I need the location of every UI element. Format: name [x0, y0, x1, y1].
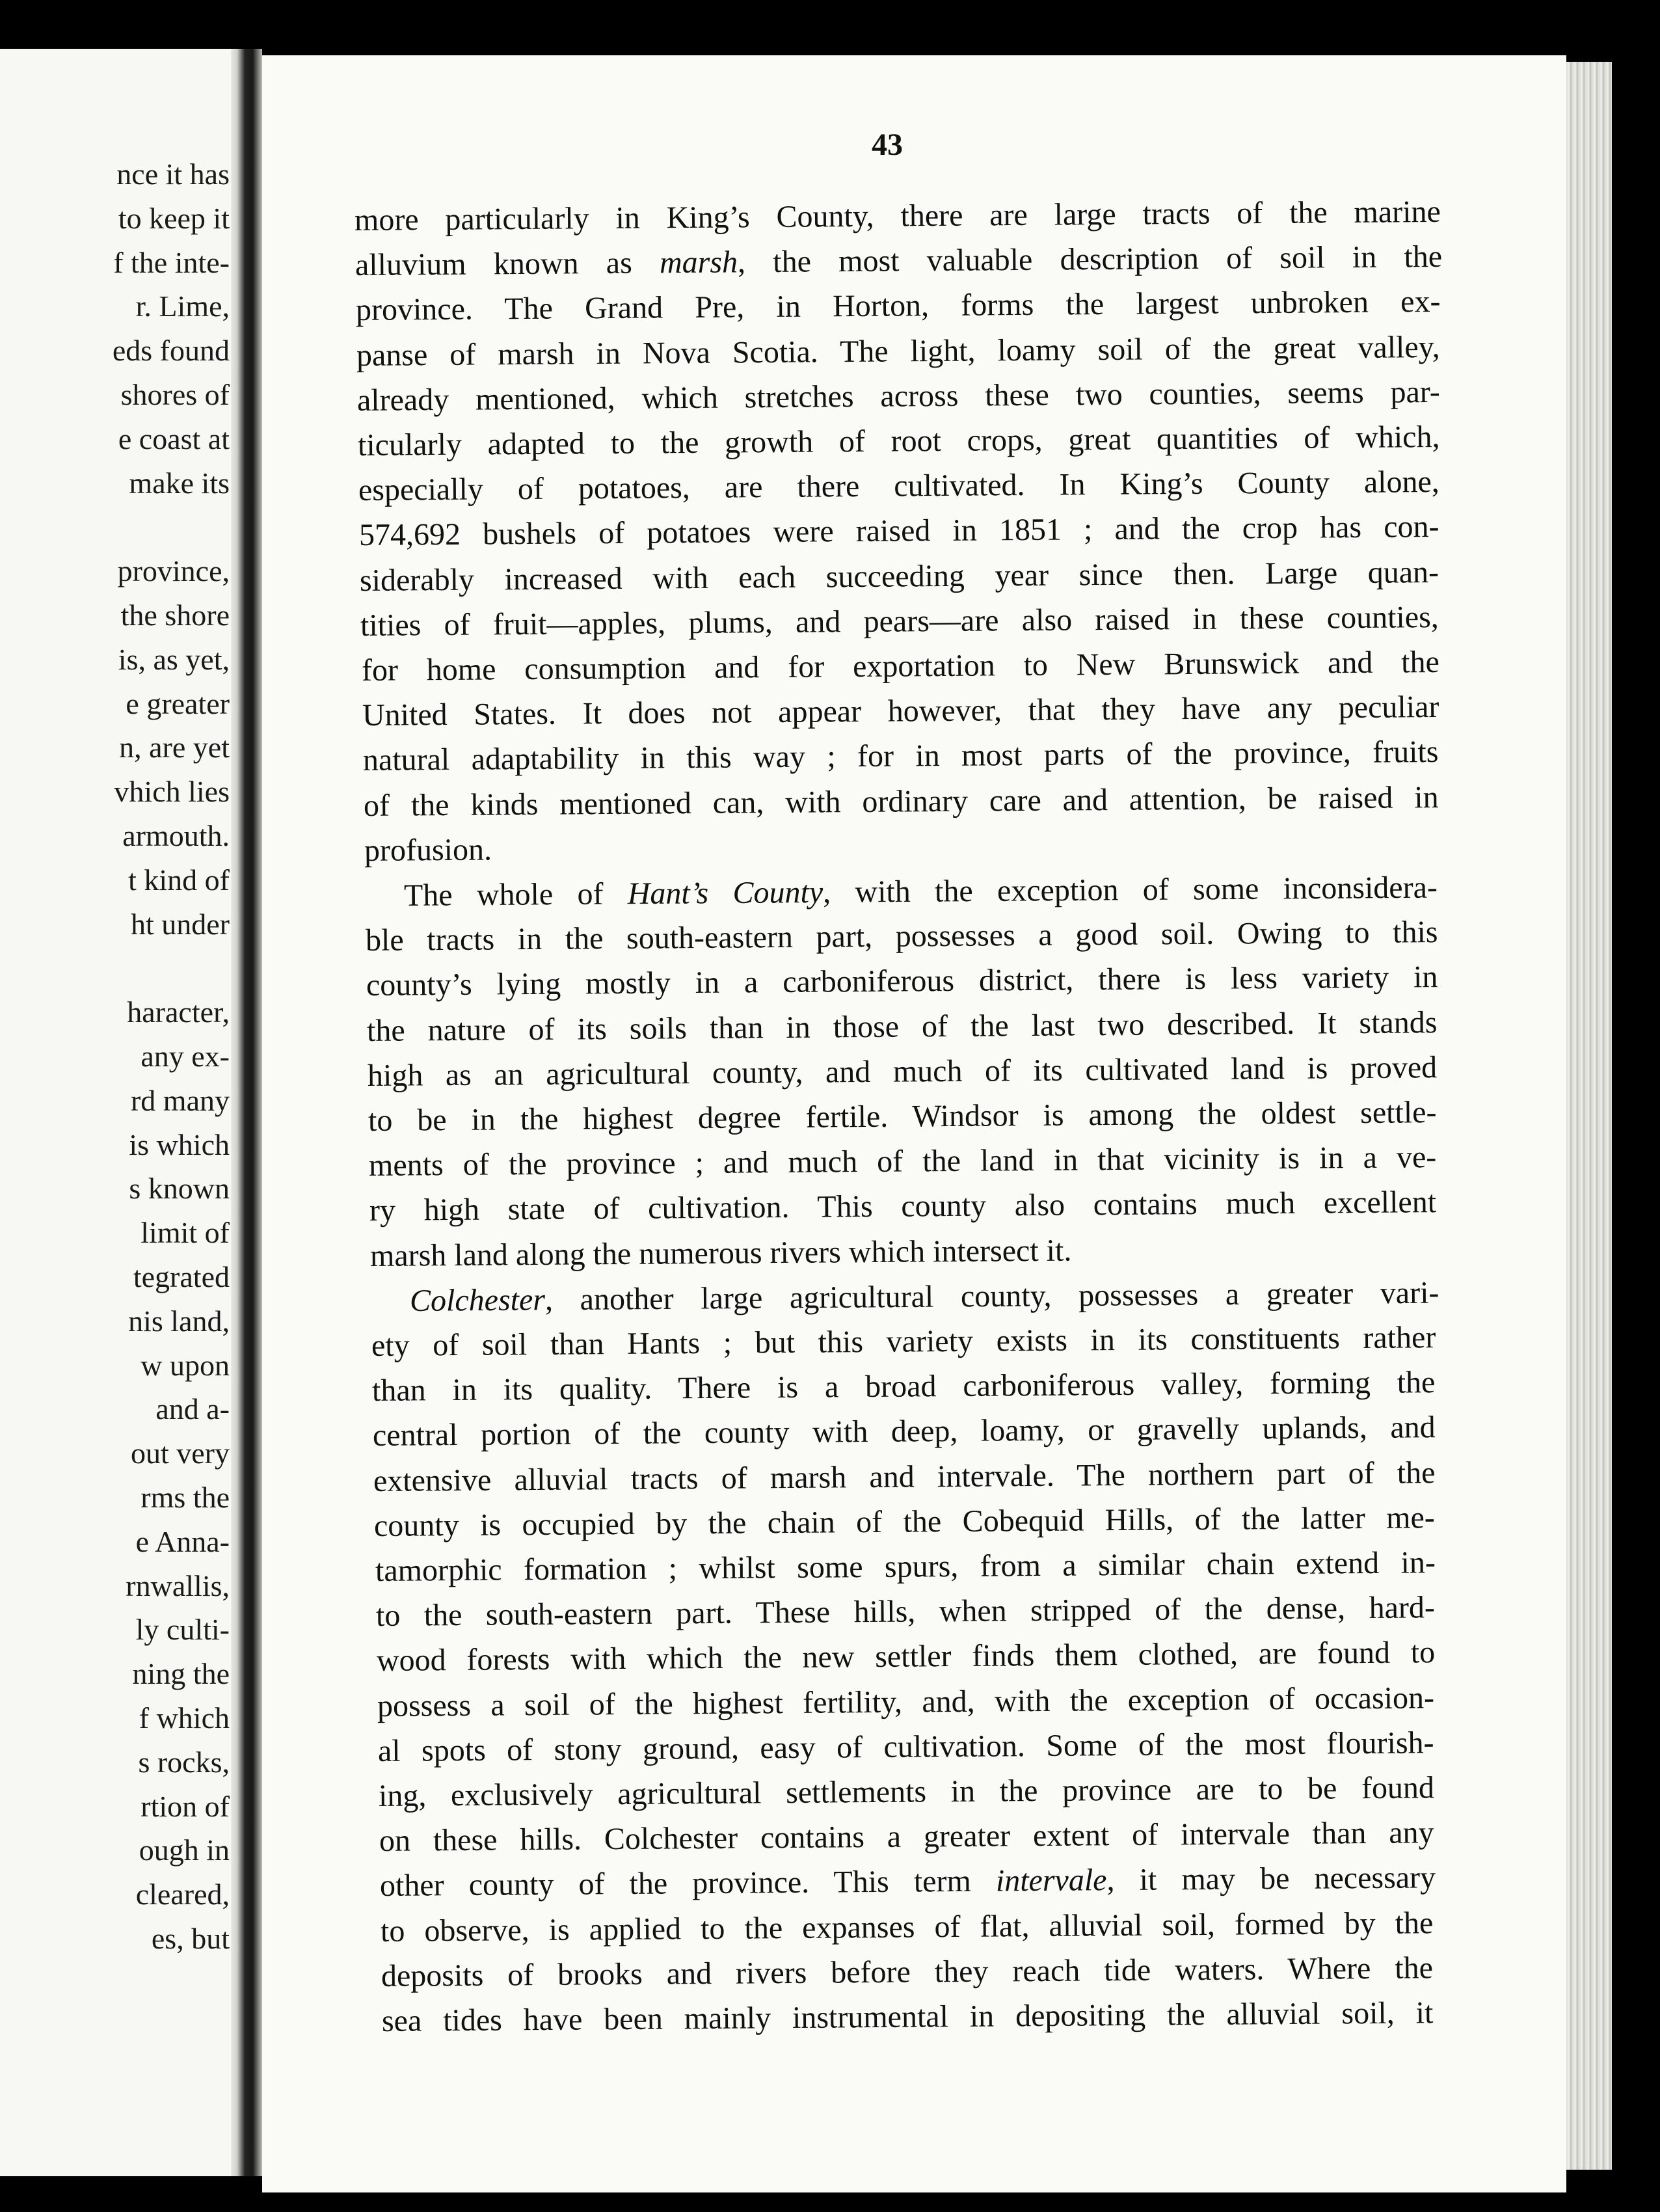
- left-page-line: es, but: [151, 1922, 230, 1955]
- left-page-line: armouth.: [122, 819, 230, 852]
- text-line: ticularly adapted to the growth of root crops, great quantities of which,: [358, 419, 1440, 463]
- left-page-line: ough in: [139, 1833, 230, 1867]
- left-page-line: to keep it: [118, 201, 230, 235]
- italic-term: Colchester: [409, 1282, 546, 1318]
- text-line: deposits of brooks and rivers before they reach tide waters. Where the: [381, 1950, 1434, 1993]
- left-page-line: w upon: [141, 1348, 230, 1382]
- page-edges: [1566, 62, 1612, 2170]
- text-line: The whole of Hant’s County, with the exception of some inconsidera-: [403, 870, 1438, 913]
- left-page-line: ly culti-: [135, 1613, 230, 1647]
- left-page-line: s known: [129, 1172, 230, 1206]
- text-line: siderably increased with each succeeding year since then. Large quan-: [360, 554, 1439, 598]
- text-line: ety of soil than Hants ; but this variety exists in its constituents rather: [371, 1320, 1436, 1363]
- left-page-line: is, as yet,: [118, 642, 230, 676]
- text-line: possess a soil of the highest fertility, and, with the exception of occasion-: [377, 1680, 1434, 1723]
- left-page-line: f the inte-: [113, 245, 230, 279]
- text-line: ing, exclusively agricultural settlements in the province are to be found: [378, 1770, 1434, 1813]
- text-line: high as an agricultural county, and much of its cultivated land is proved: [367, 1049, 1438, 1093]
- text-line: Colchester, another large agricultural county, possesses a greater vari-: [409, 1275, 1439, 1318]
- left-page-line: rnwallis,: [126, 1569, 230, 1602]
- left-page-line: tegrated: [133, 1260, 230, 1293]
- text-line: United States. It does not appear however, that they have any peculiar: [362, 690, 1439, 733]
- text-line: al spots of stony ground, easy of cultivation. Some of the most flourish-: [377, 1725, 1434, 1768]
- text-line: marsh land along the numerous rivers which intersect it.: [369, 1233, 1072, 1273]
- text-line: ments of the province ; and much of the land in that vicinity is in a ve-: [368, 1140, 1437, 1183]
- text-line: alluvium known as marsh, the most valuable description of soil in the: [355, 239, 1443, 283]
- text-line: wood forests with which the new settler finds them clothed, are found to: [376, 1635, 1435, 1679]
- left-page-line: any ex-: [141, 1040, 230, 1073]
- italic-term: Hant’s County: [627, 874, 823, 911]
- previous-page-fragment: [0, 49, 231, 2176]
- left-page-line: nce it has: [116, 157, 230, 191]
- italic-term: intervale: [995, 1863, 1107, 1898]
- left-page-line: rtion of: [141, 1789, 230, 1823]
- left-page-line: out very: [130, 1436, 230, 1470]
- left-page-line: haracter,: [127, 995, 230, 1029]
- left-page-line: r. Lime,: [135, 290, 230, 323]
- text-line: county is occupied by the chain of the Cobequid Hills, of the latter me-: [374, 1500, 1436, 1543]
- left-page-line: ning the: [132, 1657, 230, 1691]
- left-page-line: e coast at: [118, 422, 230, 455]
- text-line: than in its quality. There is a broad carboniferous valley, forming the: [372, 1365, 1436, 1409]
- page-number: 43: [872, 128, 903, 162]
- text-line: of the kinds mentioned can, with ordinary care and attention, be raised in: [363, 779, 1439, 823]
- text-line: central portion of the county with deep, loamy, or gravelly uplands, and: [373, 1410, 1436, 1453]
- left-page-line: province,: [117, 554, 230, 588]
- text-line: profusion.: [364, 832, 492, 868]
- italic-term: marsh: [659, 245, 738, 280]
- text-line: especially of potatoes, are there cultivated. In King’s County alone,: [358, 465, 1440, 508]
- text-line: more particularly in King’s County, there are large tracts of the marine: [354, 194, 1441, 237]
- left-page-line: ht under: [130, 907, 230, 941]
- text-line: tities of fruit—apples, plums, and pears—are also raised in these counties,: [360, 599, 1439, 643]
- text-line: the nature of its soils than in those of the last two described. It stands: [366, 1005, 1438, 1048]
- text-line: county’s lying mostly in a carboniferous district, there is less variety in: [366, 960, 1438, 1003]
- left-page-line: t kind of: [128, 863, 230, 897]
- text-line: 574,692 bushels of potatoes were raised in 1851 ; and the crop has con-: [359, 509, 1440, 553]
- text-line: extensive alluvial tracts of marsh and intervale. The northern part of the: [373, 1455, 1436, 1498]
- left-page-line: is which: [129, 1127, 230, 1161]
- left-page-line: s rocks,: [138, 1745, 230, 1779]
- text-line: ble tracts in the south-eastern part, possesses a good soil. Owing to this: [365, 915, 1438, 958]
- left-page-line: the shore: [120, 599, 230, 632]
- book-gutter: [231, 49, 262, 2176]
- text-line: to be in the highest degree fertile. Windsor is among the oldest settle-: [368, 1095, 1437, 1138]
- left-page-line: limit of: [141, 1216, 230, 1250]
- left-page-line: eds found: [112, 334, 230, 368]
- text-line: sea tides have been mainly instrumental in depositing the alluvial soil, it: [381, 1995, 1434, 2038]
- left-page-line: cleared,: [135, 1878, 230, 1911]
- text-line: panse of marsh in Nova Scotia. The light, loamy soil of the great valley,: [356, 329, 1440, 373]
- left-page-line: e greater: [126, 686, 230, 720]
- left-page-line: f which: [139, 1701, 230, 1734]
- text-line: to the south-eastern part. These hills, when stripped of the dense, hard-: [375, 1590, 1435, 1634]
- text-line: tamorphic formation ; whilst some spurs, from a similar chain extend in-: [375, 1545, 1436, 1588]
- left-page-line: vhich lies: [114, 775, 230, 809]
- text-line: natural adaptability in this way ; for in most parts of the province, fruits: [362, 735, 1439, 778]
- text-line: province. The Grand Pre, in Horton, forms the largest unbroken ex-: [355, 284, 1441, 328]
- left-page-line: shores of: [120, 378, 230, 411]
- text-line: ry high state of cultivation. This county also contains much excellent: [369, 1185, 1437, 1228]
- left-page-line: e Anna-: [135, 1524, 230, 1558]
- text-line: to observe, is applied to the expanses of flat, alluvial soil, formed by the: [380, 1905, 1434, 1949]
- left-page-line: make its: [129, 466, 230, 500]
- text-line: other county of the province. This term intervale, it may be necessary: [379, 1860, 1436, 1904]
- left-page-line: and a-: [155, 1392, 230, 1426]
- left-page-line: n, are yet: [119, 731, 230, 764]
- text-line: for home consumption and for exportation to New Brunswick and the: [361, 644, 1439, 688]
- text-line: already mentioned, which stretches across these two counties, seems par-: [356, 374, 1441, 418]
- left-page-line: rd many: [130, 1083, 230, 1117]
- left-page-line: nis land,: [128, 1304, 230, 1338]
- left-page-line: rms the: [141, 1481, 230, 1514]
- text-line: on these hills. Colchester contains a greater extent of intervale than any: [379, 1815, 1434, 1859]
